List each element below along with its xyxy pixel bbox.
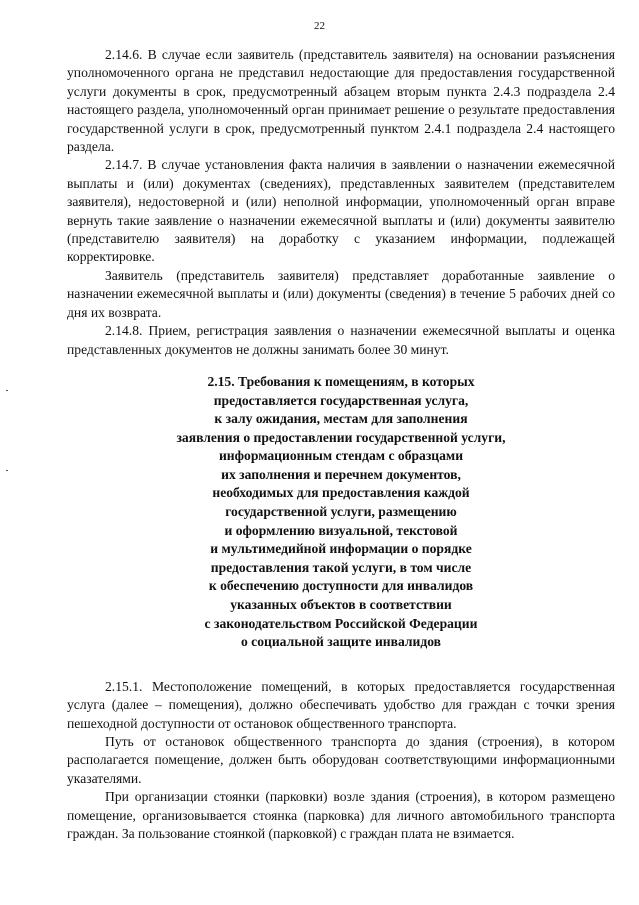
- heading-line: предоставляется государственная услуга,: [213, 392, 469, 408]
- paragraph-2-14-6: 2.14.6. В случае если заявитель (представитель заявителя) на основании разъяснения уполномоченного органа не представил недостающие для предоставления государственной услуги документы в срок, предусмотренный абзацем вторым пункта 2.4.3 подраздела 2.4 настоящего раздела, уполномоченный орган принимает решение о результате предоставления государственной услуги в срок, предусмотренный пунктом 2.4.1 подраздела 2.4 настоящего раздела.: [67, 47, 615, 155]
- margin-mark: [6, 470, 8, 471]
- heading-line: их заполнения и перечнем документов,: [221, 466, 461, 482]
- paragraph-2-15-1: 2.15.1. Местоположение помещений, в которых предоставляется государственная услуга (далее – помещения), должно обеспечивать удобство для граждан с точки зрения пешеходной доступности от остановок общественного транспорта.: [67, 678, 615, 731]
- heading-line: указанных объектов в соответствии: [230, 597, 452, 613]
- paragraph-transport-path: Путь от остановок общественного транспорта до здания (строения), в котором располагается помещение, должен быть оборудован соответствующими информационными указателями.: [67, 734, 615, 786]
- heading-line: заявления о предоставлении государственной услуги,: [176, 429, 506, 445]
- margin-mark: [6, 390, 8, 391]
- paragraph-2-14-7: 2.14.7. В случае установления факта наличия в заявлении о назначении ежемесячной выплаты и (или) документах (сведениях), представленных заявителем (представителем заявителя), недостоверной и (или) неполной информации, уполномоченный орган вправе вернуть такие заявление о назначении ежемесячной выплаты и (или) документы заявителю (представителю заявителя) на доработку с указанием информации, подлежащей корректировке.: [67, 157, 615, 265]
- heading-line: 2.15. Требования к помещениям, в которых: [207, 373, 475, 389]
- heading-line: и оформлению визуальной, текстовой: [224, 522, 458, 538]
- page-number: 22: [314, 20, 325, 32]
- document-body: [67, 46, 615, 843]
- heading-line: о социальной защите инвалидов: [240, 634, 442, 650]
- paragraph-parking: При организации стоянки (парковки) возле здания (строения), в котором размещено помещение, организовывается стоянка (парковка) для личного автомобильного транспорта граждан. За пользование стоянкой (парковкой) с граждан плата не взимается.: [67, 789, 615, 842]
- heading-line: предоставления такой услуги, в том числе: [210, 559, 472, 575]
- heading-line: необходимых для предоставления каждой: [212, 485, 470, 501]
- heading-line: к обеспечению доступности для инвалидов: [208, 578, 474, 594]
- heading-line: государственной услуги, размещению: [225, 504, 457, 520]
- section-heading-2-15: [67, 373, 615, 652]
- heading-line: информационным стендам с образцами: [218, 448, 464, 464]
- heading-line: и мультимедийной информации о порядке: [210, 541, 472, 557]
- paragraph-2-14-8: 2.14.8. Прием, регистрация заявления о назначении ежемесячной выплаты и оценка представленных документов не должны занимать более 30 минут.: [67, 323, 615, 357]
- paragraph-applicant-return: Заявитель (представитель заявителя) представляет доработанные заявление о назначении ежемесячной выплаты и (или) документы (сведения) в течение 5 рабочих дней со дня их возврата.: [67, 267, 615, 320]
- heading-line: к залу ожидания, местам для заполнения: [214, 411, 468, 427]
- heading-line: с законодательством Российской Федерации: [204, 615, 478, 631]
